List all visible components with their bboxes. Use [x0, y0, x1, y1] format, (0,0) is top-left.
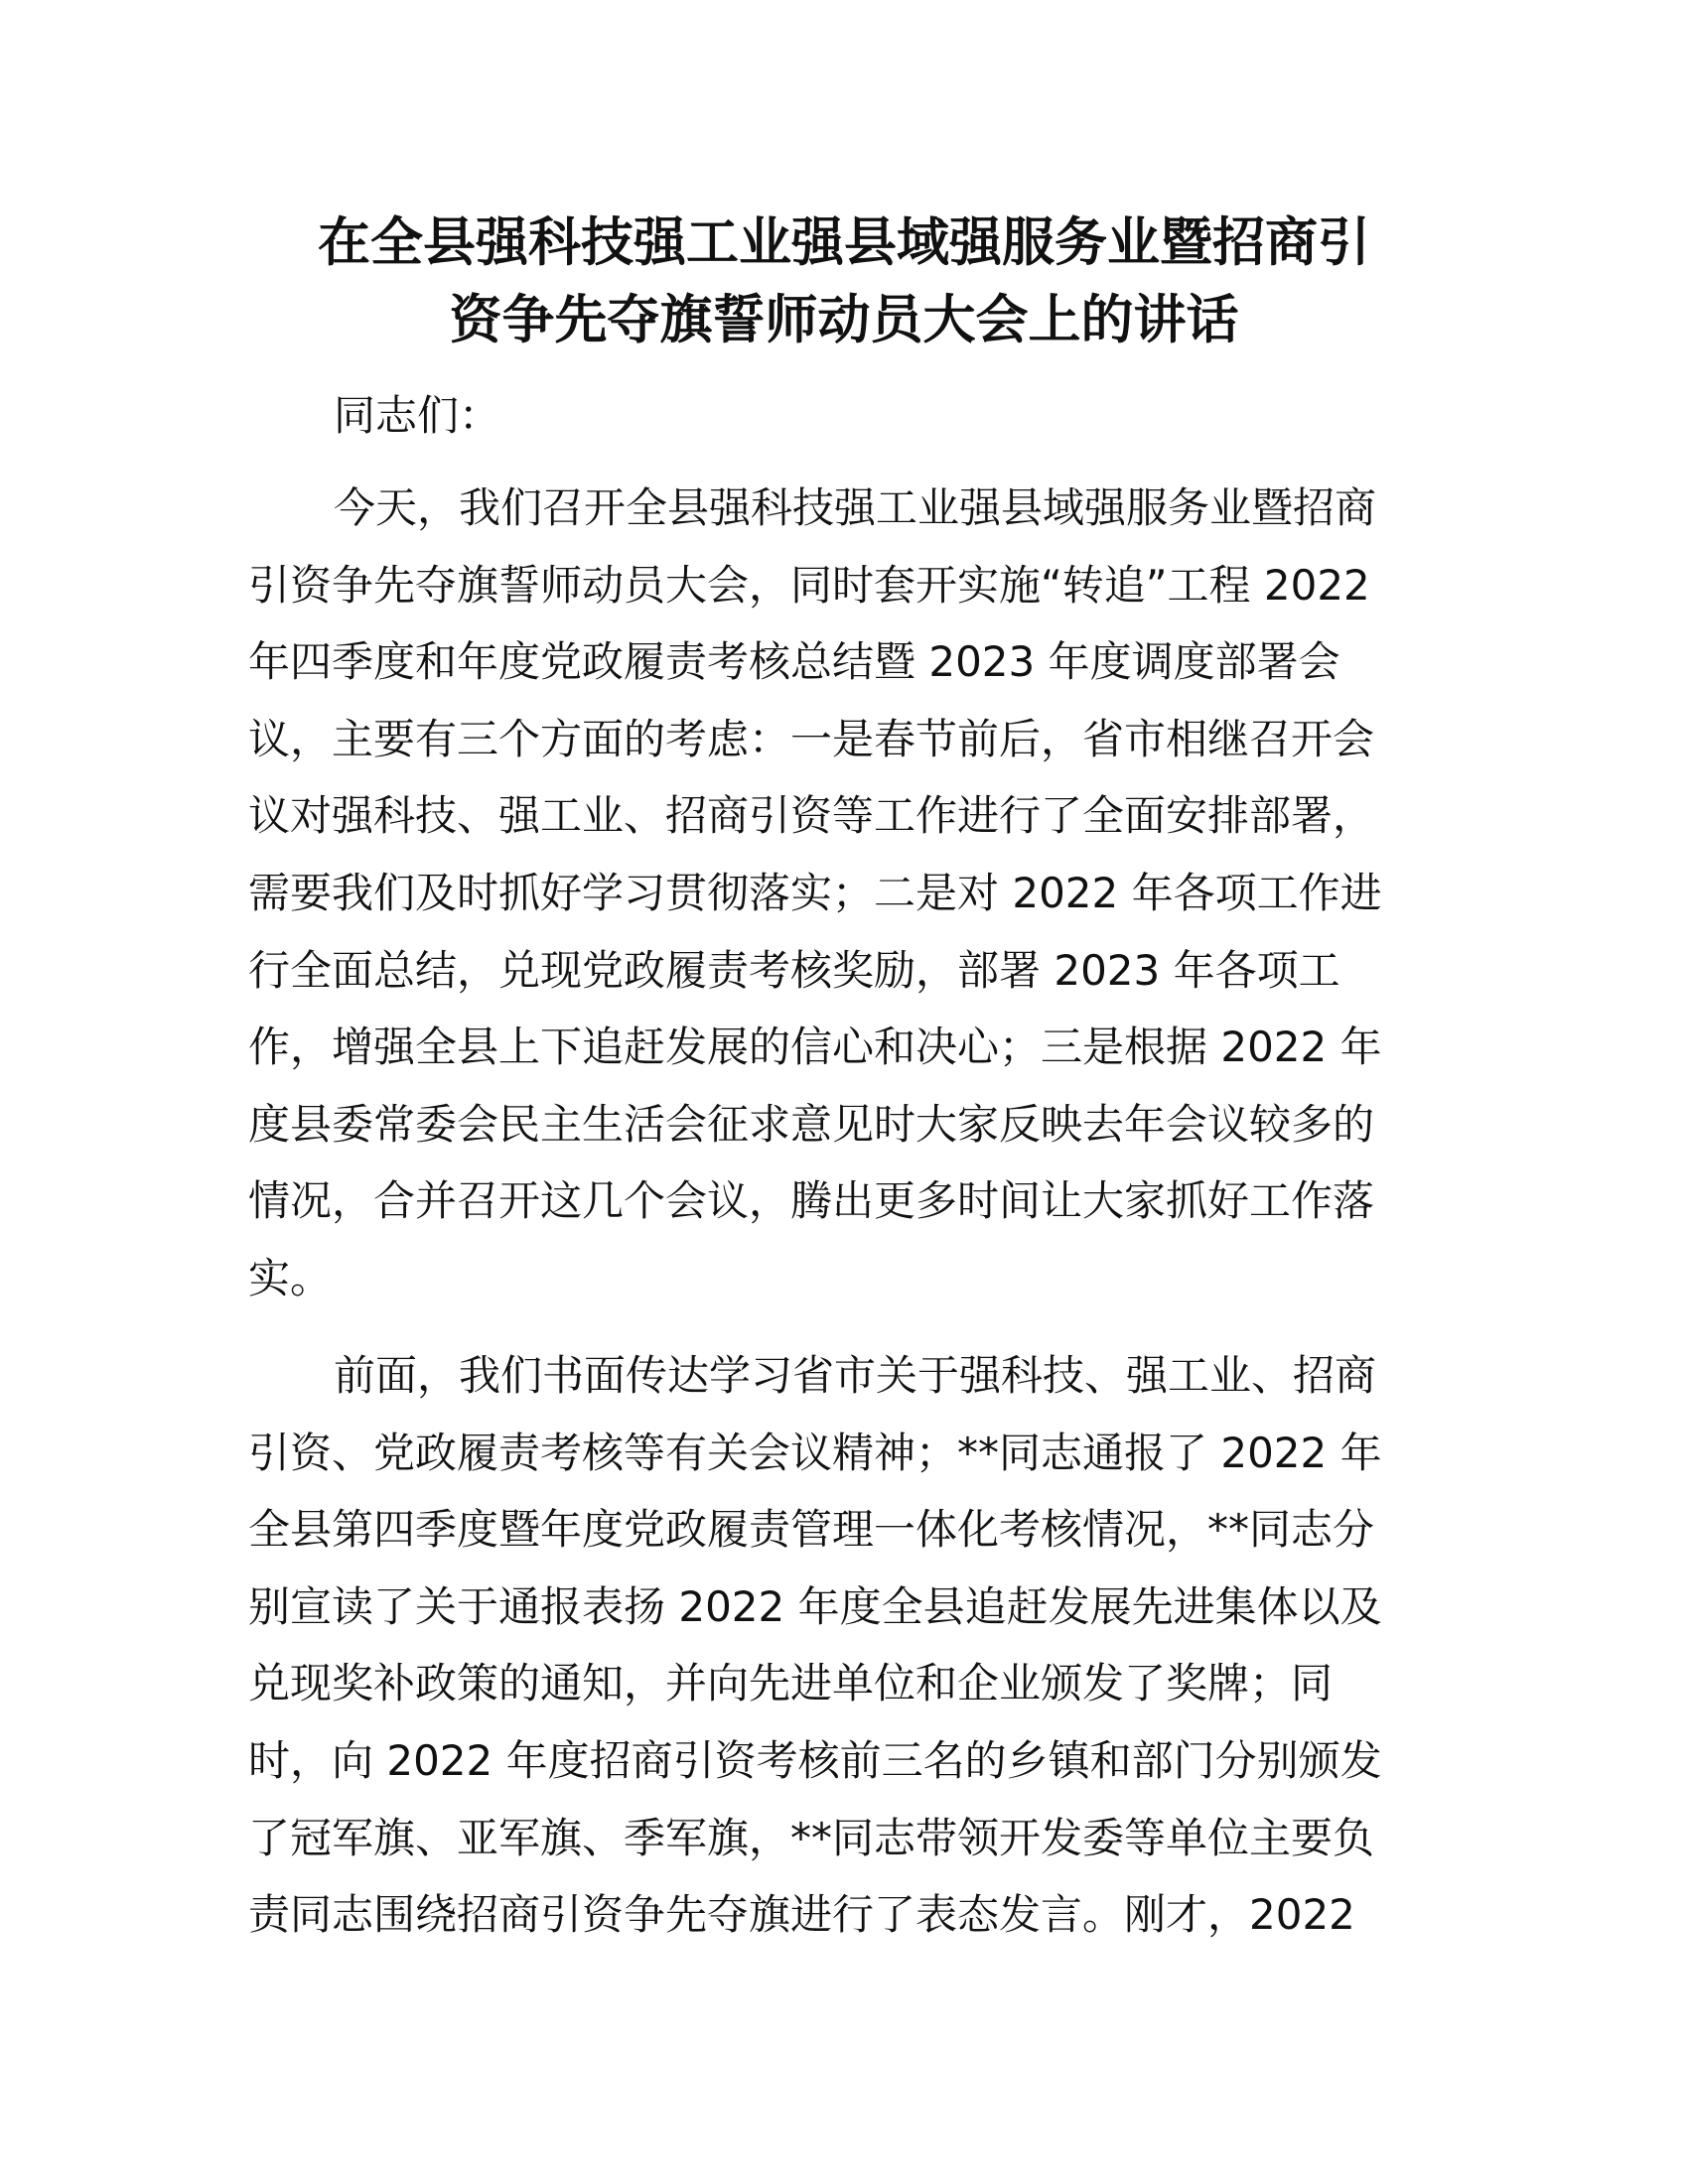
salutation-text: 同志们： [334, 391, 501, 440]
paragraph-line: 作，增强全县上下追赶发展的信心和决心；三是根据 2022 年 [248, 1023, 1382, 1072]
paragraph-line: 引资争先夺旗誓师动员大会，同时套开实施“转追”工程 2022 [248, 560, 1370, 610]
paragraph-line: 责同志围绕招商引资争先夺旗进行了表态发言。刚才，2022 [248, 1890, 1355, 1940]
paragraph-line: 议，主要有三个方面的考虑：一是春节前后，省市相继召开会 [248, 714, 1375, 763]
paragraph-line: 别宣读了关于通报表扬 2022 年度全县追赶发展先进集体以及 [248, 1581, 1382, 1631]
paragraph-line: 行全面总结，兑现党政履责考核奖励，部署 2023 年各项工 [248, 945, 1340, 995]
paragraph-line: 议对强科技、强工业、招商引资等工作进行了全面安排部署， [248, 791, 1375, 841]
title-line-2: 资争先夺旗誓师动员大会上的讲话 [449, 290, 1239, 350]
paragraph-line: 实。 [248, 1253, 333, 1302]
paragraph-line: 需要我们及时抓好学习贯彻落实；二是对 2022 年各项工作进 [248, 868, 1382, 917]
paragraph-line: 了冠军旗、亚军旗、季军旗，**同志带领开发委等单位主要负 [248, 1813, 1375, 1862]
paragraph-line: 情况，合并召开这几个会议，腾出更多时间让大家抓好工作落 [248, 1176, 1375, 1226]
paragraph-line: 度县委常委会民主生活会征求意见时大家反映去年会议较多的 [248, 1099, 1375, 1149]
paragraph-2 [248, 1337, 1430, 1954]
paragraph-1 [248, 470, 1430, 1317]
paragraph-line: 前面，我们书面传达学习省市关于强科技、强工业、招商 [334, 1351, 1377, 1400]
paragraph-line: 兑现奖补政策的通知，并向先进单位和企业颁发了奖牌；同 [248, 1659, 1334, 1708]
paragraph-line: 引资、党政履责考核等有关会议精神；**同志通报了 2022 年 [248, 1428, 1382, 1477]
paragraph-line: 年四季度和年度党政履责考核总结暨 2023 年度调度部署会 [248, 637, 1340, 687]
title-line-1: 在全县强科技强工业强县域强服务业暨招商引 [318, 212, 1370, 273]
paragraph-line: 时，向 2022 年度招商引资考核前三名的乡镇和部门分别颁发 [248, 1735, 1382, 1785]
paragraph-line: 今天，我们召开全县强科技强工业强县域强服务业暨招商 [334, 483, 1377, 532]
paragraph-line: 全县第四季度暨年度党政履责管理一体化考核情况，**同志分 [248, 1505, 1375, 1555]
document-title [228, 205, 1460, 359]
salutation [248, 377, 1430, 455]
